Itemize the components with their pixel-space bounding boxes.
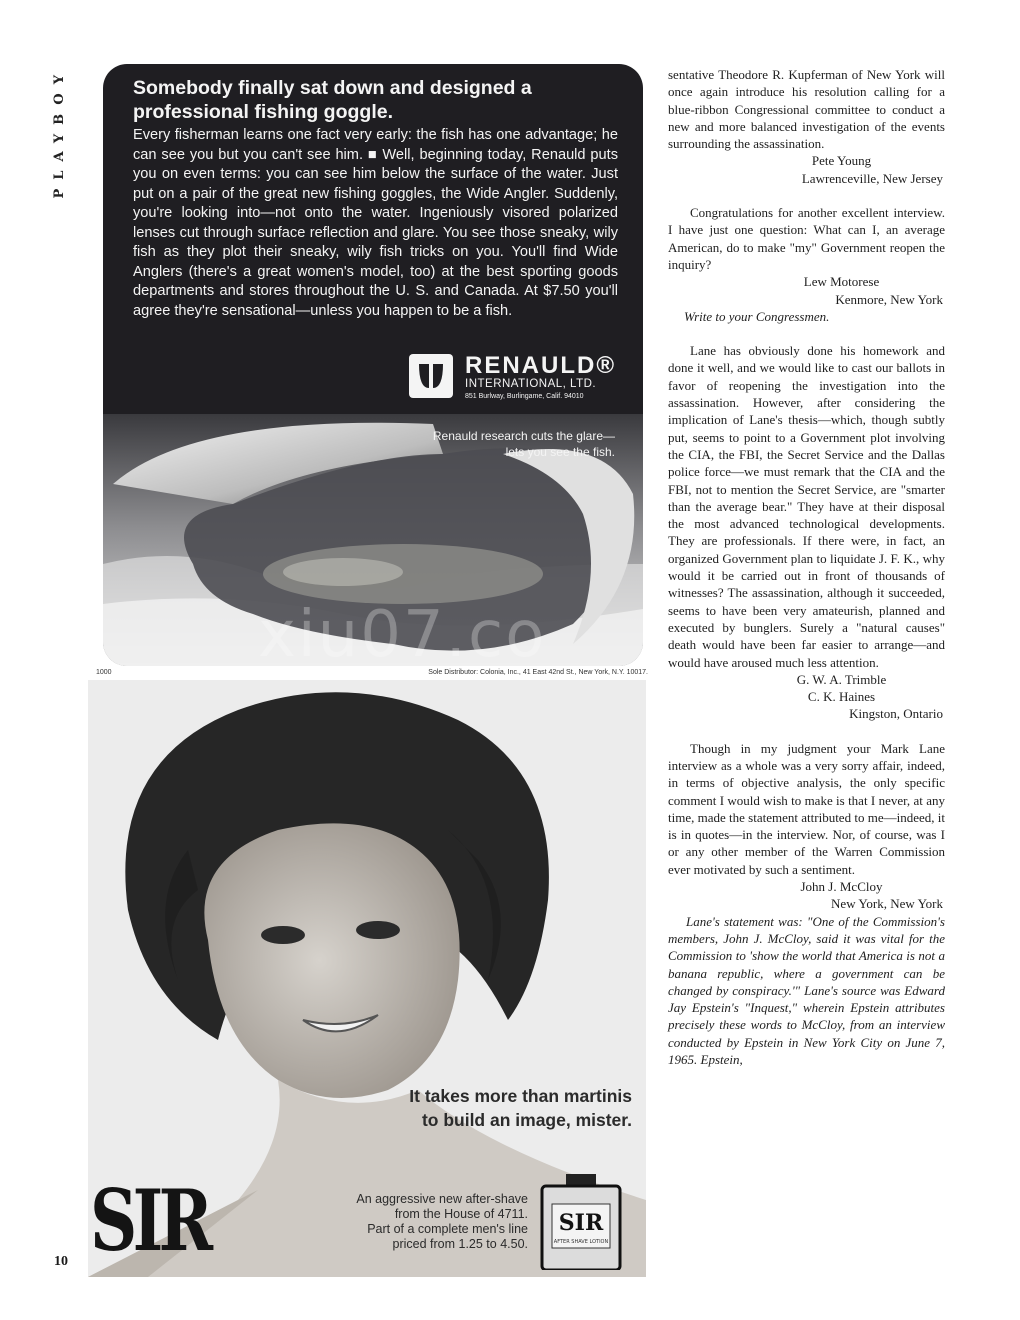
ad-headline: Somebody finally sat down and designed a professional fishing goggle.: [133, 77, 532, 123]
sir-ad: [88, 680, 646, 1277]
caption-line-1: Renauld research cuts the glare—: [432, 429, 615, 443]
letter-2-body: Congratulations for another excellent interview. I have just one question: What can I, an average American, do to make "my" Government reopen the inquiry?: [668, 205, 945, 272]
letter-3-name-2: C. K. Haines: [807, 689, 876, 705]
tagline-line-1: It takes more than martinis: [409, 1086, 632, 1106]
letter-3-name-1: G. W. A. Trimble: [796, 671, 887, 687]
page-number: 10: [54, 1254, 68, 1269]
letter-3-body: Lane has obviously done his homework and done it well, and we would like to cast our ballots in favor of reopening the investigation into the assassination. However, after considering the implication of Lane's thesis—which, though subtly put, seems to point to a Government plot involving the CIA, the FBI, the Secret Service and the Dallas police force—we must remark that the CIA and the FBI, not to mention the Secret Service, are "smarter than the average bear." They have at their disposal the most advanced technological developments. They are professionals. If there were, in fact, an organized Government plan to liquidate J. F. K., why would it be carried out in front of thousands of witnesses? The assassination, although it succeeded, seems to have been very amateurish, planned and executed by bunglers. Surely a "natural causes" death would have been far easier to arrange—and would have aroused much less attention.: [668, 343, 945, 670]
bottle-label: SIR: [558, 1210, 604, 1236]
copy-line-3: Part of a complete men's line: [367, 1222, 528, 1236]
renauld-logo: [409, 350, 639, 406]
letter-3-place: Kingston, Ontario: [849, 706, 943, 722]
sir-tagline: [332, 1084, 632, 1132]
letter-1-body: sentative Theodore R. Kupferman of New York will once again introduce his resolution calling for a blue-ribbon Congressional committee to conduct a new and more balanced investigation of the events surrounding the assassination.: [668, 67, 945, 152]
letter-4-body: Though in my judgment your Mark Lane interview as a whole was a very sorry affair, indeed, in terms of objective analysis, the only specific comment I would wish to make is that I never, at any time, made the statement attributed to me—indeed, it is in quotes—in the interview. Nor, of course, was I or any other member of the Warren Commission ever motivated by such a sentiment.: [668, 740, 945, 877]
bottle-sublabel: AFTER SHAVE LOTION: [553, 1239, 609, 1245]
caption-line-2: lets you see the fish.: [505, 445, 615, 459]
letter-1-name: Pete Young: [811, 153, 872, 169]
copy-line-4: priced from 1.25 to 4.50.: [392, 1237, 528, 1251]
photo-caption: [395, 428, 615, 460]
letter-4-name: John J. McCloy: [800, 879, 883, 895]
logo-wordmark: RENAULD®: [465, 352, 617, 379]
renauld-logo-icon: [409, 354, 453, 398]
letter-4-editor-reply: Lane's statement was: "One of the Commission's members, John J. McCloy, said it was vital for the Commission to 'show the world that America is not a banana republic, where a government can be changed by conspiracy.'" Lane's source was Edward Jay Epstein's "Inquest," wherein Epstein attributes precisely these words to McCloy, from an interview conducted by Epstein in New York City on June 7, 1965. Epstein,: [668, 913, 945, 1068]
aftershave-bottle-icon: [536, 1174, 626, 1270]
logo-address: 851 Burlway, Burlingame, Calif. 94010: [465, 393, 584, 400]
letter-2-reply: Write to your Congressmen.: [684, 308, 830, 324]
renauld-ad: [103, 64, 643, 666]
sir-brand-logo: SIR: [90, 1171, 209, 1270]
sir-copy: [318, 1192, 528, 1252]
letter-1-place: Lawrenceville, New Jersey: [801, 170, 943, 186]
copy-line-1: An aggressive new after-shave: [356, 1192, 528, 1206]
letter-2-name: Lew Motorese: [803, 274, 880, 290]
ad-body-copy: Every fisherman learns one fact very early: the fish has one advantage; he can see you but you can't see him. ■ Well, beginning today, Renauld puts you on even terms: you can see him below the surface of the water. Just put on a pair of the great new fishing goggles, the Wide Angler. Suddenly, you're looking into—not onto the water. Ingeniously visored polarized lenses cut through surface reflection and glare. You see those sneaky, wily fish as they plot their sneaky, wily fish tricks on you. You'll find Wide Anglers (there's a great women's model, too) at the best sporting goods departments and stores throughout the U. S. and Canada. At $7.50 you'll agree they're sensational—unless you happen to be a fish.: [133, 127, 618, 319]
watermark: xiu07.co: [258, 598, 547, 672]
copy-line-2: from the House of 4711.: [394, 1207, 528, 1221]
letters-column: [668, 66, 945, 1068]
distributor-credit: Sole Distributor: Colonia, Inc., 41 East 42nd St., New York, N.Y. 10017.: [428, 669, 648, 676]
folio-number: 1000: [96, 669, 112, 676]
tagline-line-2: to build an image, mister.: [421, 1110, 632, 1130]
letter-4-place: New York, New York: [831, 896, 943, 912]
running-head: PLAYBOY: [52, 66, 67, 199]
letter-2-place: Kenmore, New York: [835, 291, 943, 307]
logo-subtitle: INTERNATIONAL, LTD.: [465, 378, 597, 390]
